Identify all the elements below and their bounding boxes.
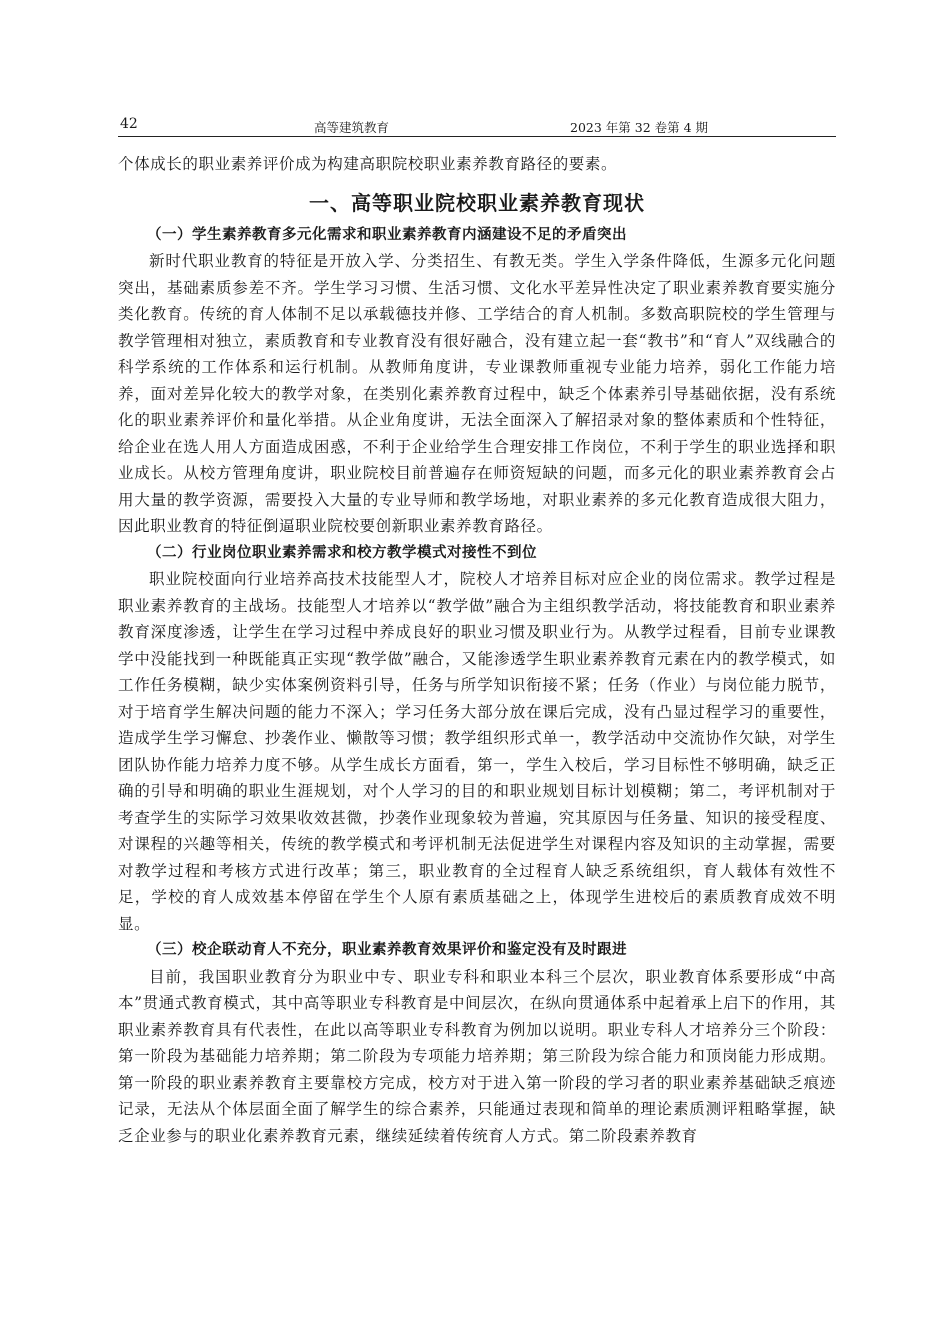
- issue-info: 2023 年第 32 卷第 4 期: [570, 120, 709, 135]
- paragraph-3: 目前，我国职业教育分为职业中专、职业专科和职业本科三个层次，职业教育体系要形成“中高本”贯通式教育模式，其中高等职业专科教育是中间层次，在纵向贯通体系中起着承上启下的作用，其职业素养教育具有代表性，在此以高等职业专科教育为例加以说明。职业专科人才培养分三个阶段：第一阶段为基础能力培养期；第二阶段为专项能力培养期；第三阶段为综合能力和顶岗能力形成期。第一阶段的职业素养教育主要靠校方完成，校方对于进入第一阶段的学习者的职业素养基础缺乏痕迹记录，无法从个体层面全面了解学生的综合素养，只能通过表现和简单的理论素质测评粗略掌握，缺乏企业参与的职业化素养教育元素，继续延续着传统育人方式。第二阶段素养教育: [118, 967, 836, 1145]
- paragraph-1: 新时代职业教育的特征是开放入学、分类招生、有教无类。学生入学条件降低，生源多元化问题突出，基础素质参差不齐。学生学习习惯、生活习惯、文化水平差异性决定了职业素养教育要实施分类化教育。传统的育人体制不足以承载德技并修、工学结合的育人机制。多数高职院校的学生管理与教学管理相对独立，素质教育和专业教育没有很好融合，没有建立起一套“教书”和“育人”双线融合的科学系统的工作体系和运行机制。从教师角度讲，专业课教师重视专业能力培养，弱化工作能力培养，面对差异化较大的教学对象，在类别化素养教育过程中，缺乏个体素养引导基础依据，没有系统化的职业素养评价和量化举措。从企业角度讲，无法全面深入了解招录对象的整体素质和个性特征，给企业在选人用人方面造成困惑，不利于企业给学生合理安排工作岗位，不利于学生的职业选择和职业成长。从校方管理角度讲，职业院校目前普遍存在师资短缺的问题，而多元化的职业素养教育会占用大量的教学资源，需要投入大量的专业导师和教学场地，对职业素养的多元化教育造成很大阻力，因此职业教育的特征倒逼职业院校要创新职业素养教育路径。: [118, 252, 836, 535]
- subsection-title-2: （二）行业岗位职业素养需求和校方教学模式对接性不到位: [147, 544, 537, 561]
- page: [118, 112, 836, 1149]
- paragraph-2: 职业院校面向行业培养高技术技能型人才，院校人才培养目标对应企业的岗位需求。教学过程是职业素养教育的主战场。技能型人才培养以“教学做”融合为主组织教学活动，将技能教育和职业素养教育深度渗透，让学生在学习过程中养成良好的职业习惯及职业行为。从教学过程看，目前专业课教学中没能找到一种既能真正实现“教学做”融合，又能渗透学生职业素养教育元素在内的教学模式，如工作任务模糊，缺少实体案例资料引导，任务与所学知识衔接不紧；任务（作业）与岗位能力脱节，对于培育学生解决问题的能力不深入；学习任务大部分放在课后完成，没有凸显过程学习的重要性，造成学生学习懈怠、抄袭作业、懒散等习惯；教学组织形式单一，教学活动中交流协作欠缺，对学生团队协作能力培养力度不够。从学生成长方面看，第一，学生入校后，学习目标性不够明确，缺乏正确的引导和明确的职业生涯规划，对个人学习的目的和职业规划目标计划模糊；第二，考评机制对于考查学生的实际学习效果收效甚微，抄袭作业现象较为普遍，究其原因与任务量、知识的接受程度、对课程的兴趣等相关，传统的教学模式和考评机制无法促进学生对课程内容及知识的主动掌握，需要对教学过程和考核方式进行改革；第三，职业教育的全过程育人缺乏系统组织，育人载体有效性不足，学校的育人成效基本停留在学生个人原有素质基础之上，体现学生进校后的素质教育成效不明显。: [118, 570, 836, 933]
- page-number: 42: [120, 116, 138, 132]
- subsection-title-3: （三）校企联动育人不充分，职业素养教育效果评价和鉴定没有及时跟进: [147, 942, 627, 958]
- journal-title: 高等建筑教育: [314, 120, 390, 135]
- running-header: [118, 112, 836, 137]
- section-title: 一、高等职业院校职业素养教育现状: [309, 190, 645, 215]
- lead-paragraph: 个体成长的职业素养评价成为构建高职院校职业素养教育路径的要素。: [118, 155, 618, 173]
- subsection-title-1: （一）学生素养教育多元化需求和职业素养教育内涵建设不足的矛盾突出: [147, 226, 627, 243]
- article-body: [118, 151, 836, 1149]
